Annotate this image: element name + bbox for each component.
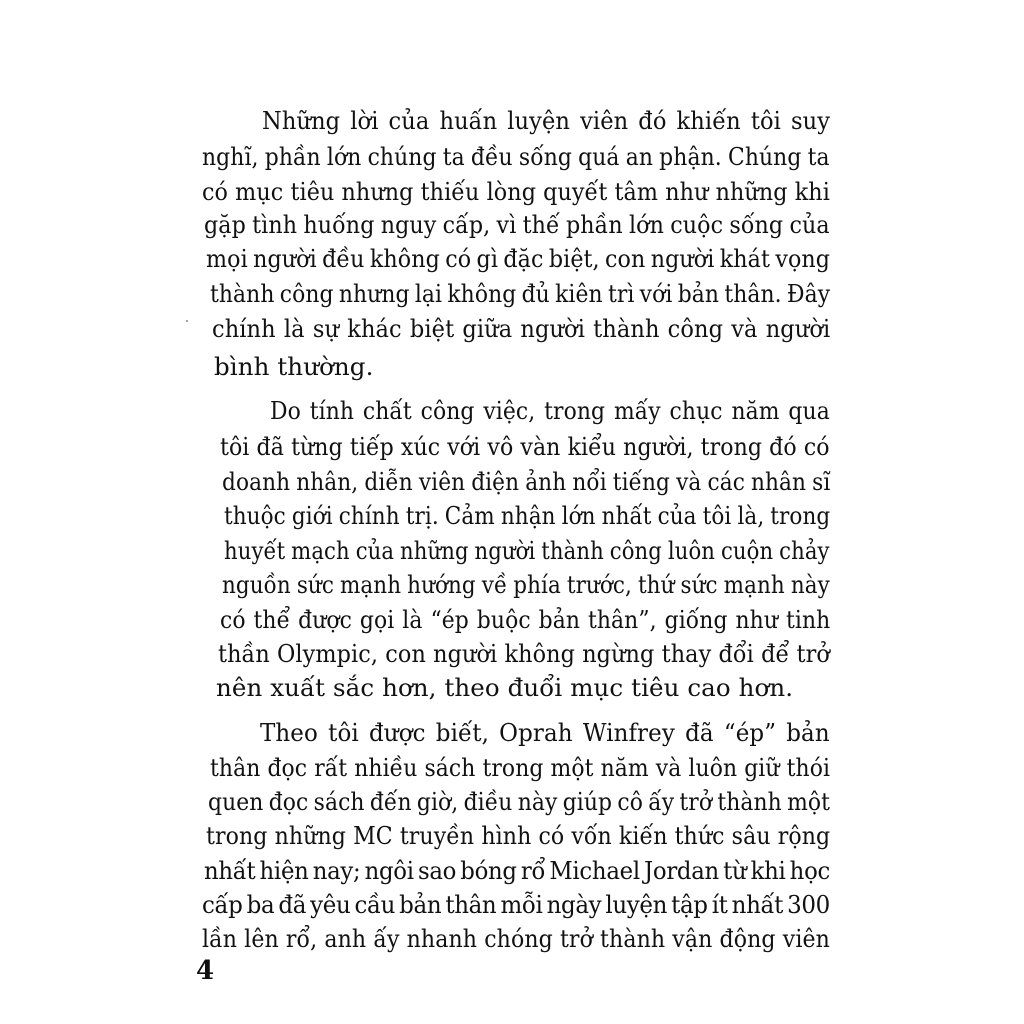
p2-line-6: nguồn sức mạnh hướng về phía trước, thứ sức mạnh này [222, 570, 830, 599]
p3-line-1: Theo tôi được biết, Oprah Winfrey đã “ép” bản [260, 718, 830, 747]
p1-line-7: chính là sự khác biệt giữa người thành công và người [212, 314, 831, 343]
p2-line-4: thuộc giới chính trị. Cảm nhận lớn nhất của tôi là, trong [224, 501, 831, 530]
p1-line-4: gặp tình huống nguy cấp, vì thế phần lớn cuộc sống của [204, 210, 830, 239]
margin-mark [186, 320, 188, 322]
p2-line-2: tôi đã từng tiếp xúc với vô vàn kiểu người, trong đó có [220, 432, 830, 461]
p2-line-9: nên xuất sắc hơn, theo đuổi mục tiêu cao hơn. [216, 673, 794, 702]
p3-line-6: cấp ba đã yêu cầu bản thân mỗi ngày luyện tập ít nhất 300 [202, 890, 830, 919]
p1-line-5: mọi người đều không có gì đặc biệt, con người khát vọng [206, 244, 831, 273]
p1-line-8: bình thường. [214, 352, 374, 381]
page-number: 4 [196, 956, 215, 986]
p3-line-3: quen đọc sách đến giờ, điều này giúp cô ấy trở thành một [208, 787, 831, 816]
p3-line-2: thân đọc rất nhiều sách trong một năm và luôn giữ thói [210, 753, 831, 782]
p3-line-5: nhất hiện nay; ngôi sao bóng rổ Michael Jordan từ khi học [204, 856, 831, 885]
p1-line-6: thành công nhưng lại không đủ kiên trì với bản thân. Đây [210, 279, 831, 308]
p2-line-1: Do tính chất công việc, trong mấy chục năm qua [270, 396, 830, 425]
p2-line-8: thần Olympic, con người không ngừng thay đổi để trở [218, 639, 830, 668]
p3-line-7: lần lên rổ, anh ấy nhanh chóng trở thành vận động viên [202, 924, 830, 953]
p1-line-3: có mục tiêu nhưng thiếu lòng quyết tâm như những khi [202, 177, 830, 206]
p2-line-7: có thể được gọi là “ép buộc bản thân”, giống như tinh [220, 605, 831, 634]
p2-line-5: huyết mạch của những người thành công luôn cuộn chảy [224, 536, 830, 565]
p1-line-1: Những lời của huấn luyện viên đó khiến tôi suy [262, 106, 831, 135]
p2-line-3: doanh nhân, diễn viên điện ảnh nổi tiếng và các nhân sĩ [222, 467, 831, 496]
p1-line-2: nghĩ, phần lớn chúng ta đều sống quá an phận. Chúng ta [202, 142, 830, 171]
p3-line-4: trong những MC truyền hình có vốn kiến thức sâu rộng [206, 821, 831, 850]
